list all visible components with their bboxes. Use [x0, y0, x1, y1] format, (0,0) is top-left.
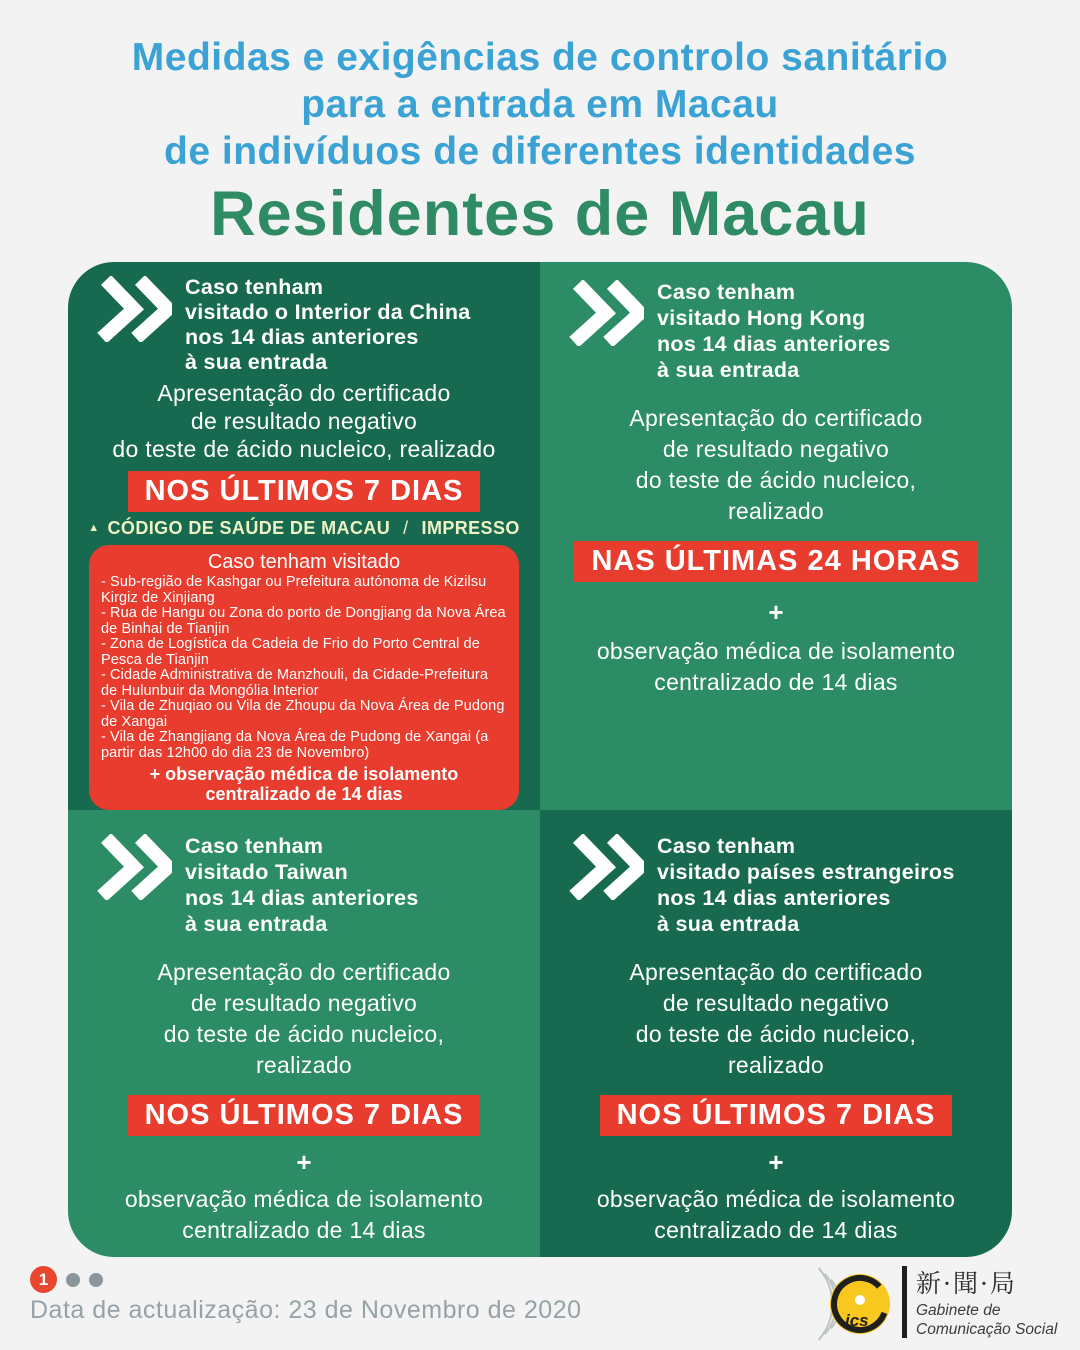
- panel-condition: [657, 832, 955, 937]
- logo-chinese-name: 新·聞·局: [916, 1269, 1017, 1298]
- text-line: visitado Hong Kong: [657, 306, 866, 330]
- text-line: nos 14 dias anteriores: [185, 325, 419, 349]
- plus-sign: +: [768, 1147, 784, 1177]
- text-line: observação médica de isolamento: [124, 1186, 484, 1212]
- health-code-options: [68, 518, 540, 539]
- requirement-text: [68, 957, 540, 1081]
- page-dot-icon: [89, 1273, 103, 1287]
- update-date: Data de actualização: 23 de Novembro de 2020: [30, 1296, 582, 1324]
- text-line: visitado o Interior da China: [185, 300, 471, 324]
- text-line: centralizado de 14 dias: [205, 783, 403, 804]
- double-chevron-icon: [94, 834, 172, 905]
- text-line: do teste de ácido nucleico,: [163, 1021, 445, 1047]
- double-chevron-icon: [566, 834, 644, 905]
- text-line: à sua entrada: [657, 912, 800, 936]
- badge-row: [68, 471, 540, 512]
- panel-header: [540, 262, 1012, 383]
- text-line: Caso tenham: [185, 834, 324, 858]
- plus-sign: +: [768, 597, 784, 627]
- text-line: Caso tenham: [657, 834, 796, 858]
- observation-text: [68, 1184, 540, 1246]
- page-title: [0, 0, 1080, 175]
- text-line: Caso tenham: [657, 280, 796, 304]
- time-limit-badge: NOS ÚLTIMOS 7 DIAS: [128, 471, 481, 512]
- text-line: Apresentação do certificado: [629, 405, 923, 431]
- double-chevron-icon: [94, 276, 172, 347]
- panel-condition: [185, 832, 419, 937]
- visited-regions-alert-box: [89, 545, 519, 810]
- alert-title: Caso tenham visitado: [207, 551, 401, 573]
- region-item: - Vila de Zhuqiao ou Vila de Zhoupu da Nova Área de Pudong de Xangai: [101, 698, 505, 730]
- panel-header: [68, 810, 540, 937]
- triangle-marker-icon: ▲: [88, 522, 100, 534]
- text-line: do teste de ácido nucleico,: [635, 1021, 917, 1047]
- text-line: + observação médica de isolamento: [149, 764, 459, 784]
- text-line: à sua entrada: [185, 350, 328, 374]
- text-line: centralizado de 14 dias: [654, 1217, 898, 1243]
- panel-condition: [657, 278, 891, 383]
- time-limit-badge: NOS ÚLTIMOS 7 DIAS: [128, 1095, 481, 1136]
- panel-paises-estrangeiros: [540, 810, 1012, 1257]
- text-line: à sua entrada: [185, 912, 328, 936]
- double-chevron-icon: [566, 280, 644, 351]
- title-line: Medidas e exigências de controlo sanitário: [131, 36, 949, 79]
- gcs-emblem-icon: [827, 1271, 894, 1338]
- text-line: centralizado de 14 dias: [182, 1217, 426, 1243]
- text-line: nos 14 dias anteriores: [657, 886, 891, 910]
- page-subtitle: Residentes de Macau: [210, 179, 870, 249]
- alert-observation: [101, 765, 507, 804]
- region-item: - Sub-região de Kashgar ou Prefeitura autónoma de Kizilsu Kirgiz de Xinjiang: [101, 574, 487, 606]
- time-limit-badge: NOS ÚLTIMOS 7 DIAS: [600, 1095, 953, 1136]
- text-line: nos 14 dias anteriores: [185, 886, 419, 910]
- page-indicator: [30, 1266, 103, 1293]
- gcs-logo: [788, 1258, 1070, 1346]
- text-line: do teste de ácido nucleico,: [635, 467, 917, 493]
- page-number-badge: 1: [30, 1266, 57, 1293]
- badge-row: [540, 541, 1012, 582]
- printed-label: IMPRESSO: [421, 518, 520, 538]
- text-line: Caso tenham: [185, 275, 324, 299]
- page-dot-icon: [66, 1273, 80, 1287]
- panel-header: [540, 810, 1012, 937]
- logo-divider: [902, 1266, 907, 1338]
- badge-row: [540, 1095, 1012, 1136]
- panel-hong-kong: [540, 262, 1012, 810]
- text-line: do teste de ácido nucleico, realizado: [112, 436, 496, 462]
- plus-sign: +: [296, 1147, 312, 1177]
- logo-acronym: ics: [845, 1311, 869, 1330]
- separator: /: [403, 518, 409, 538]
- panel-header: [68, 262, 540, 375]
- observation-text: [540, 1184, 1012, 1246]
- requirement-text: [540, 957, 1012, 1081]
- region-item: - Vila de Zhangjiang da Nova Área de Pudong de Xangai (a partir das 12h00 do dia 23 de Novembro): [101, 729, 489, 761]
- text-line: de resultado negativo: [662, 990, 890, 1016]
- text-line: de resultado negativo: [662, 436, 890, 462]
- text-line: nos 14 dias anteriores: [657, 332, 891, 356]
- text-line: realizado: [727, 1052, 825, 1078]
- text-line: realizado: [255, 1052, 353, 1078]
- text-line: realizado: [727, 498, 825, 524]
- region-item: - Rua de Hangu ou Zona do porto de Dongjiang da Nova Área de Binhai de Tianjin: [101, 605, 506, 637]
- panel-interior-da-china: [68, 262, 540, 810]
- health-code-label: CÓDIGO DE SAÚDE DE MACAU: [107, 518, 391, 538]
- text-line: de resultado negativo: [190, 990, 418, 1016]
- text-line: visitado países estrangeiros: [657, 860, 955, 884]
- logo-pt-name-line1: Gabinete de: [916, 1302, 1001, 1319]
- text-line: à sua entrada: [657, 358, 800, 382]
- text-line: Apresentação do certificado: [157, 380, 451, 406]
- text-line: centralizado de 14 dias: [654, 669, 898, 695]
- requirement-text: [68, 379, 540, 463]
- text-line: observação médica de isolamento: [596, 638, 956, 664]
- text-line: observação médica de isolamento: [596, 1186, 956, 1212]
- text-line: de resultado negativo: [190, 408, 418, 434]
- badge-row: [68, 1095, 540, 1136]
- panel-grid: [68, 262, 1012, 1257]
- observation-text: [540, 636, 1012, 698]
- requirement-text: [540, 403, 1012, 527]
- panel-taiwan: [68, 810, 540, 1257]
- region-item: - Cidade Administrativa de Manzhouli, da Cidade-Prefeitura de Hulunbuir da Mongólia Interior: [101, 667, 489, 699]
- text-line: Apresentação do certificado: [157, 959, 451, 985]
- time-limit-badge: NAS ÚLTIMAS 24 HORAS: [574, 541, 977, 582]
- logo-pt-name-line2: Comunicação Social: [916, 1321, 1058, 1338]
- region-item: - Zona de Logística da Cadeia de Frio do Porto Central de Pesca de Tianjin: [101, 636, 480, 668]
- title-line: de indivíduos de diferentes identidades: [164, 130, 916, 173]
- title-line: para a entrada em Macau: [301, 83, 779, 126]
- text-line: Apresentação do certificado: [629, 959, 923, 985]
- panel-condition: [185, 274, 471, 375]
- text-line: visitado Taiwan: [185, 860, 348, 884]
